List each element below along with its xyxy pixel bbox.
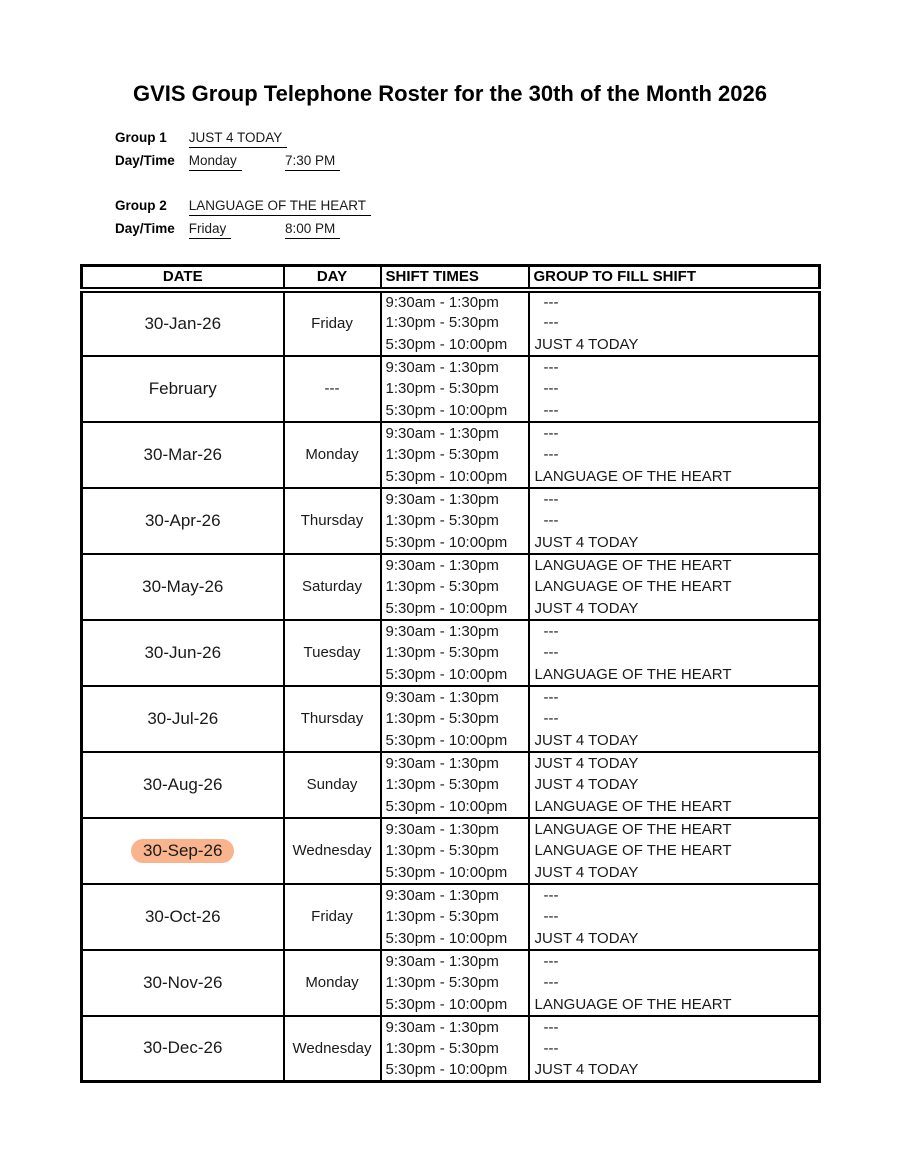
table-row (82, 554, 820, 576)
group-1-block (115, 128, 371, 174)
shift-time-cell: 1:30pm - 5:30pm (381, 642, 529, 664)
date-cell (82, 620, 284, 686)
table-row (82, 950, 820, 972)
group-2-time: 8:00 PM (285, 219, 340, 239)
shift-time-cell: 1:30pm - 5:30pm (381, 312, 529, 334)
day-cell: Thursday (284, 488, 381, 554)
group-2-daytime-label: Day/Time (115, 221, 175, 236)
day-cell: Monday (284, 950, 381, 1016)
shift-time-cell: 9:30am - 1:30pm (381, 950, 529, 972)
date-cell (82, 356, 284, 422)
header-group-to-fill: GROUP TO FILL SHIFT (529, 266, 820, 290)
day-cell: Wednesday (284, 818, 381, 884)
shift-group-cell: --- (529, 906, 820, 928)
roster-table-body (82, 290, 820, 1082)
table-row (82, 686, 820, 708)
date-cell (82, 1016, 284, 1082)
shift-time-cell: 5:30pm - 10:00pm (381, 994, 529, 1016)
shift-group-cell: LANGUAGE OF THE HEART (529, 840, 820, 862)
day-cell: Sunday (284, 752, 381, 818)
date-cell (82, 554, 284, 620)
shift-group-cell: LANGUAGE OF THE HEART (529, 818, 820, 840)
group-2-daytime-row (115, 219, 371, 242)
shift-time-cell: 5:30pm - 10:00pm (381, 400, 529, 422)
shift-group-cell: JUST 4 TODAY (529, 928, 820, 950)
shift-time-cell: 9:30am - 1:30pm (381, 818, 529, 840)
shift-group-cell: --- (529, 950, 820, 972)
shift-group-cell: --- (529, 400, 820, 422)
group-1-name: JUST 4 TODAY (189, 128, 288, 148)
header-date: DATE (82, 266, 284, 290)
shift-time-cell: 5:30pm - 10:00pm (381, 730, 529, 752)
shift-time-cell: 1:30pm - 5:30pm (381, 510, 529, 532)
day-cell: --- (284, 356, 381, 422)
date-cell (82, 884, 284, 950)
date-text: 30-Jan-26 (144, 313, 222, 333)
shift-time-cell: 5:30pm - 10:00pm (381, 598, 529, 620)
shift-group-cell: --- (529, 422, 820, 444)
group-2-day: Friday (189, 219, 232, 239)
shift-group-cell: LANGUAGE OF THE HEART (529, 994, 820, 1016)
table-row (82, 752, 820, 774)
date-cell (82, 488, 284, 554)
date-text: 30-Nov-26 (143, 972, 223, 992)
shift-time-cell: 9:30am - 1:30pm (381, 488, 529, 510)
shift-group-cell: JUST 4 TODAY (529, 334, 820, 356)
shift-time-cell: 5:30pm - 10:00pm (381, 928, 529, 950)
shift-group-cell: --- (529, 378, 820, 400)
date-text: 30-Mar-26 (143, 444, 222, 464)
header-row (82, 266, 820, 290)
shift-group-cell: --- (529, 884, 820, 906)
group-1-name-row (115, 128, 371, 151)
date-cell (82, 752, 284, 818)
shift-group-cell: --- (529, 1016, 820, 1038)
header-shift-times: SHIFT TIMES (381, 266, 529, 290)
shift-time-cell: 5:30pm - 10:00pm (381, 334, 529, 356)
date-text: 30-Aug-26 (143, 774, 223, 794)
shift-group-cell: --- (529, 444, 820, 466)
day-cell: Friday (284, 290, 381, 356)
table-row (82, 1016, 820, 1038)
shift-group-cell: JUST 4 TODAY (529, 532, 820, 554)
shift-time-cell: 1:30pm - 5:30pm (381, 1038, 529, 1060)
group-2-label: Group 2 (115, 198, 167, 213)
shift-time-cell: 5:30pm - 10:00pm (381, 796, 529, 818)
shift-time-cell: 5:30pm - 10:00pm (381, 1060, 529, 1082)
group-1-daytime-row (115, 151, 371, 174)
date-text: 30-Jun-26 (144, 642, 222, 662)
date-cell (82, 290, 284, 356)
shift-time-cell: 1:30pm - 5:30pm (381, 972, 529, 994)
shift-time-cell: 9:30am - 1:30pm (381, 422, 529, 444)
group-2-name: LANGUAGE OF THE HEART (189, 196, 371, 216)
date-text: 30-Jul-26 (147, 708, 219, 728)
shift-time-cell: 9:30am - 1:30pm (381, 356, 529, 378)
shift-group-cell: LANGUAGE OF THE HEART (529, 664, 820, 686)
shift-group-cell: --- (529, 620, 820, 642)
date-cell (82, 818, 284, 884)
shift-time-cell: 9:30am - 1:30pm (381, 620, 529, 642)
shift-time-cell: 9:30am - 1:30pm (381, 290, 529, 312)
shift-group-cell: --- (529, 488, 820, 510)
shift-group-cell: JUST 4 TODAY (529, 730, 820, 752)
date-text: 30-Dec-26 (143, 1038, 223, 1058)
group-1-time: 7:30 PM (285, 151, 340, 171)
roster-table-header (82, 266, 820, 290)
day-cell: Monday (284, 422, 381, 488)
shift-time-cell: 1:30pm - 5:30pm (381, 774, 529, 796)
shift-group-cell: --- (529, 290, 820, 312)
date-text: 30-May-26 (142, 576, 224, 596)
shift-group-cell: JUST 4 TODAY (529, 598, 820, 620)
shift-group-cell: JUST 4 TODAY (529, 862, 820, 884)
shift-group-cell: LANGUAGE OF THE HEART (529, 554, 820, 576)
shift-time-cell: 9:30am - 1:30pm (381, 554, 529, 576)
shift-time-cell: 5:30pm - 10:00pm (381, 466, 529, 488)
page-title: GVIS Group Telephone Roster for the 30th of the Month 2026 (133, 81, 767, 106)
shift-group-cell: LANGUAGE OF THE HEART (529, 576, 820, 598)
date-cell (82, 950, 284, 1016)
shift-group-cell: JUST 4 TODAY (529, 1060, 820, 1082)
day-cell: Wednesday (284, 1016, 381, 1082)
shift-group-cell: --- (529, 510, 820, 532)
table-row (82, 818, 820, 840)
shift-group-cell: --- (529, 356, 820, 378)
group-2-block (115, 196, 371, 242)
group-1-daytime-label: Day/Time (115, 153, 175, 168)
table-row (82, 884, 820, 906)
shift-time-cell: 9:30am - 1:30pm (381, 752, 529, 774)
shift-group-cell: LANGUAGE OF THE HEART (529, 796, 820, 818)
shift-time-cell: 5:30pm - 10:00pm (381, 664, 529, 686)
shift-time-cell: 5:30pm - 10:00pm (381, 532, 529, 554)
day-cell: Tuesday (284, 620, 381, 686)
roster-table (80, 264, 821, 1083)
date-highlight: 30-Sep-26 (131, 839, 234, 863)
group-1-label: Group 1 (115, 130, 167, 145)
shift-group-cell: --- (529, 1038, 820, 1060)
day-cell: Friday (284, 884, 381, 950)
day-cell: Saturday (284, 554, 381, 620)
shift-time-cell: 9:30am - 1:30pm (381, 686, 529, 708)
group-2-name-row (115, 196, 371, 219)
shift-time-cell: 1:30pm - 5:30pm (381, 840, 529, 862)
table-row (82, 422, 820, 444)
shift-time-cell: 5:30pm - 10:00pm (381, 862, 529, 884)
date-cell (82, 686, 284, 752)
shift-group-cell: --- (529, 642, 820, 664)
date-text: 30-Apr-26 (144, 510, 221, 530)
table-row (82, 488, 820, 510)
date-text: 30-Oct-26 (144, 906, 221, 926)
shift-time-cell: 9:30am - 1:30pm (381, 884, 529, 906)
shift-group-cell: --- (529, 312, 820, 334)
shift-time-cell: 1:30pm - 5:30pm (381, 576, 529, 598)
table-row (82, 290, 820, 312)
shift-time-cell: 9:30am - 1:30pm (381, 1016, 529, 1038)
day-cell: Thursday (284, 686, 381, 752)
table-row (82, 620, 820, 642)
shift-group-cell: --- (529, 972, 820, 994)
group-1-day: Monday (189, 151, 242, 171)
date-cell (82, 422, 284, 488)
shift-group-cell: JUST 4 TODAY (529, 774, 820, 796)
table-row (82, 356, 820, 378)
shift-time-cell: 1:30pm - 5:30pm (381, 708, 529, 730)
groups-section (115, 128, 371, 264)
shift-time-cell: 1:30pm - 5:30pm (381, 444, 529, 466)
shift-group-cell: JUST 4 TODAY (529, 752, 820, 774)
shift-group-cell: --- (529, 686, 820, 708)
header-day: DAY (284, 266, 381, 290)
shift-time-cell: 1:30pm - 5:30pm (381, 906, 529, 928)
shift-group-cell: LANGUAGE OF THE HEART (529, 466, 820, 488)
shift-time-cell: 1:30pm - 5:30pm (381, 378, 529, 400)
date-text: February (148, 378, 217, 398)
shift-group-cell: --- (529, 708, 820, 730)
